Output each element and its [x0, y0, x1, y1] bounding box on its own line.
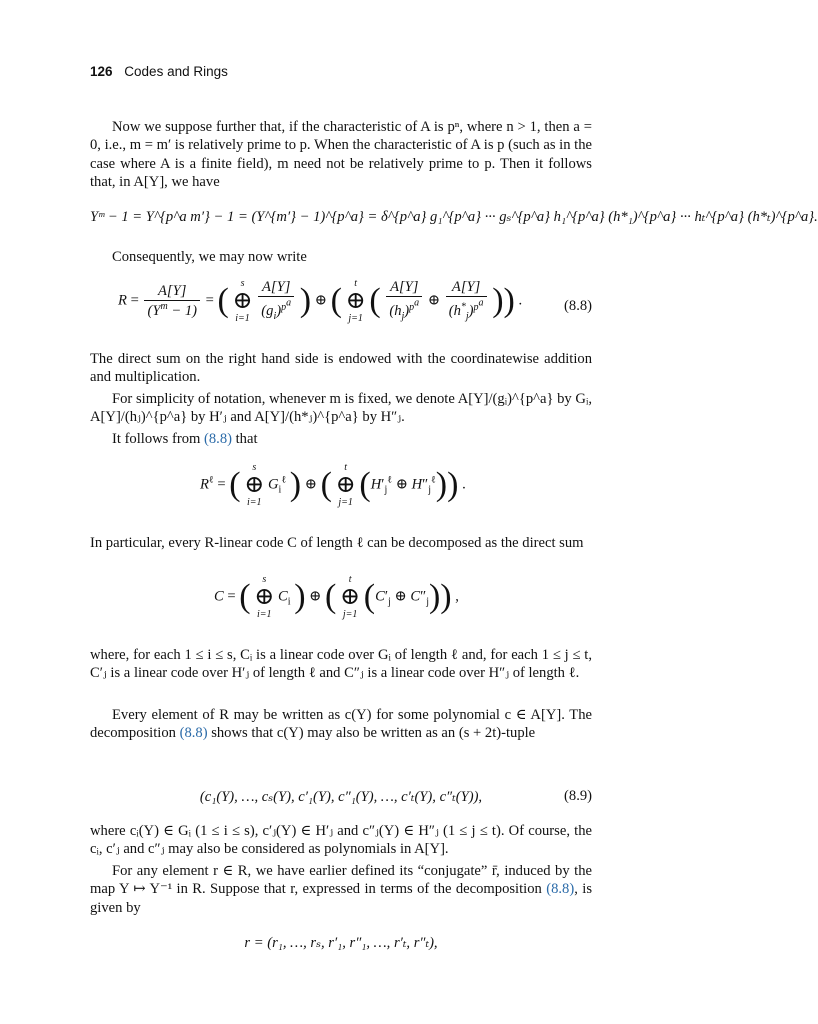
equation-ref-link-2[interactable]: (8.8) — [179, 725, 208, 742]
every-element-post: shows that c(Y) may also be written as an (s + 2t)-tuple — [207, 725, 536, 742]
paragraph-where-ci: where cᵢ(Y) ∈ Gᵢ (1 ≤ i ≤ s), c′ⱼ(Y) ∈ H′ⱼ and c″ⱼ(Y) ∈ H″ⱼ (1 ≤ j ≤ t). Of course, the cᵢ, c′ⱼ and c″ⱼ may also be considered as polynomials in A[Y]. — [90, 823, 592, 858]
equation-8-8: R = $\frac{A[Y]}{(Y^m - 1)}$ = ( s ⊕ i=1 $\frac{A[Y]}{(g_i)^{p^a}}$ ) ⊕ ( t ⊕ j=1 ( $\frac{A[Y]}{(h_j)^{p^a}}$ ⊕ $\frac{A[Y]}{(h^*_j)^{p^a}}$ )) . — [118, 278, 523, 324]
equation-ref-link-3[interactable]: (8.8) — [546, 881, 575, 898]
paragraph-conjugate — [90, 862, 592, 917]
paragraph-every-element — [90, 706, 592, 743]
conjugate-post: , is given by — [90, 881, 592, 916]
conjugate-pre: For any element r ∈ R, we have earlier defined its “conjugate” r̄, induced by the map Y ↦ Y⁻¹ in R. Suppose that r, expressed in terms of the decomposition — [90, 863, 592, 898]
paragraph-linear-code: In particular, every R-linear code C of length ℓ can be decomposed as the direct sum — [90, 535, 584, 551]
paragraph-where-each: where, for each 1 ≤ i ≤ s, Cᵢ is a linear code over Gᵢ of length ℓ and, for each 1 ≤ j ≤ t, C′ⱼ is a linear code over H′ⱼ of length ℓ and C″ⱼ is a linear code over H″ⱼ of length ℓ. — [90, 647, 592, 682]
equation-r-ell: $R^\ell$ = ( s ⊕ i=1 $G_i^\ell$ ) ⊕ ( t ⊕ j=1 ($H'_j^\ell$ ⊕ $H''_j^\ell$)) . — [200, 462, 466, 508]
every-element-pre: Every element of R may be written as c(Y) for some polynomial c ∈ A[Y]. The decomposition — [90, 707, 592, 742]
follows-text-post: that — [231, 431, 258, 447]
equation-8-9: (c₁(Y), …, cₛ(Y), c′₁(Y), c″₁(Y), …, c′ₜ(Y), c″ₜ(Y)), — [199, 789, 483, 805]
equation-8-9-label: (8.9) — [564, 788, 592, 804]
equation-c-decomposition: C = ( s ⊕ i=1 $C_i$ ) ⊕ ( t ⊕ j=1 ($C'_j$ ⊕ $C''_j$)) , — [214, 574, 459, 620]
page-number: 126 — [90, 64, 113, 79]
equation-ym-factorization: Yᵐ − 1 = Y^{p^a m′} − 1 = (Y^{m′} − 1)^{p^a} = δ^{p^a} g₁^{p^a} ··· gₛ^{p^a} h₁^{p^a} (h*₁)^{p^a} ··· hₜ^{p^a} (h*ₜ)^{p^a}. — [90, 209, 818, 225]
paragraph-characteristic: Now we suppose further that, if the characteristic of A is pⁿ, where n > 1, then a = 0, i.e., m = m′ is relatively prime to p. When the characteristic of A is p (such as in the case where A is a finite field), m need not be relatively prime to p. Then it follows that, in A[Y], we have — [90, 119, 592, 191]
paragraph-follows — [90, 430, 592, 448]
paragraph-consequently: Consequently, we may now write — [112, 249, 307, 265]
equation-r-tuple: r = (r₁, …, rₛ, r′₁, r″₁, …, r′ₜ, r″ₜ), — [244, 935, 438, 951]
equation-8-8-label: (8.8) — [564, 298, 592, 314]
paragraph-notation: For simplicity of notation, whenever m is fixed, we denote A[Y]/(gᵢ)^{p^a} by Gᵢ, A[Y]/(hⱼ)^{p^a} by H′ⱼ and A[Y]/(h*ⱼ)^{p^a} by H″ⱼ. — [90, 391, 592, 426]
running-title: Codes and Rings — [124, 64, 228, 79]
follows-text-pre: It follows from — [112, 431, 205, 447]
paragraph-direct-sum: The direct sum on the right hand side is endowed with the coordinatewise addition and multiplication. — [90, 351, 592, 386]
equation-ref-link[interactable]: (8.8) — [204, 431, 232, 447]
running-header — [90, 64, 228, 79]
